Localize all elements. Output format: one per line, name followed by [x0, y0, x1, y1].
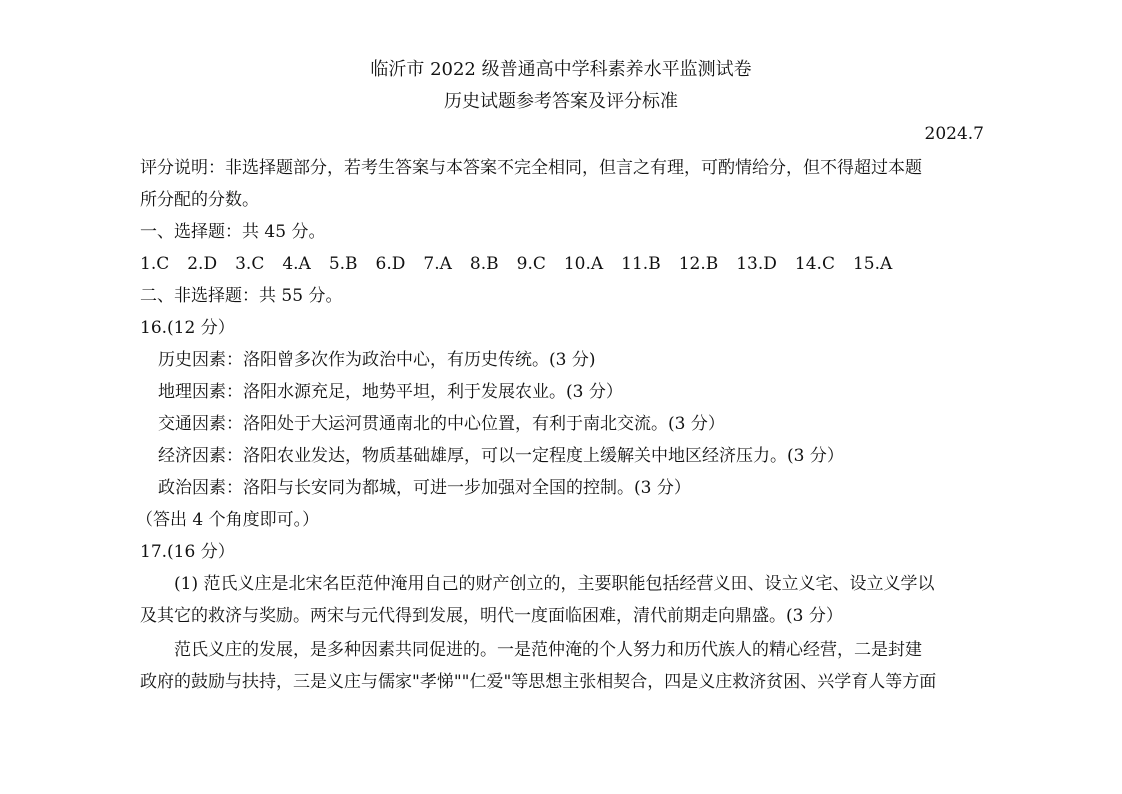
answer-item: 9.C [516, 254, 546, 274]
q16-politics-factor: 政治因素：洛阳与长安同为都城，可进一步加强对全国的控制。(3 分） [158, 478, 691, 498]
q17-paragraph-1-line-2: 及其它的救济与奖励。两宋与元代得到发展，明代一度面临困难，清代前期走向鼎盛。(3 分） [140, 606, 843, 626]
answer-item: 10.A [563, 254, 604, 274]
section-2-heading: 二、非选择题：共 55 分。 [140, 286, 343, 306]
q17-paragraph-2-line-1: 范氏义庄的发展，是多种因素共同促进的。一是范仲淹的个人努力和历代族人的精心经营，二是封建 [174, 640, 922, 660]
q16-geography-factor: 地理因素：洛阳水源充足，地势平坦，利于发展农业。(3 分） [158, 382, 623, 402]
answer-item: 11.B [621, 254, 661, 274]
q16-economy-factor: 经济因素：洛阳农业发达，物质基础雄厚，可以一定程度上缓解关中地区经济压力。(3 分） [158, 446, 844, 466]
answer-item: 1.C [140, 254, 170, 274]
q17-paragraph-2-line-2: 政府的鼓励与扶持，三是义庄与儒家"孝悌""仁爱"等思想主张相契合，四是义庄救济贫困、兴学育人等方面 [140, 672, 937, 692]
answer-item: 5.B [328, 254, 358, 274]
instructions-line-1: 评分说明：非选择题部分，若考生答案与本答案不完全相同，但言之有理，可酌情给分，但不得超过本题 [140, 158, 922, 178]
section-1-heading: 一、选择题：共 45 分。 [140, 222, 326, 242]
answer-key-row [140, 252, 892, 276]
answer-item: 8.B [469, 254, 499, 274]
document-title: 临沂市 2022 级普通高中学科素养水平监测试卷 [370, 59, 752, 80]
question-17-label: 17.(16 分） [140, 542, 235, 562]
q17-paragraph-1-line-1: (1) 范氏义庄是北宋名臣范仲淹用自己的财产创立的，主要职能包括经营义田、设立义宅、设立义学以 [174, 574, 935, 594]
answer-item: 14.C [794, 254, 835, 274]
answer-item: 6.D [375, 254, 406, 274]
instructions-line-2: 所分配的分数。 [140, 190, 259, 210]
answer-item: 7.A [423, 254, 452, 274]
answer-item: 12.B [678, 254, 719, 274]
q16-transport-factor: 交通因素：洛阳处于大运河贯通南北的中心位置，有利于南北交流。(3 分） [158, 414, 725, 434]
answer-item: 4.A [282, 254, 311, 274]
q16-note: （答出 4 个角度即可。） [136, 510, 320, 530]
document-subtitle: 历史试题参考答案及评分标准 [444, 91, 678, 112]
answer-item: 3.C [235, 254, 265, 274]
document-date: 2024.7 [924, 124, 984, 144]
q16-history-factor: 历史因素：洛阳曾多次作为政治中心，有历史传统。(3 分) [158, 350, 596, 370]
answer-item: 15.A [852, 254, 893, 274]
question-16-label: 16.(12 分） [140, 318, 235, 338]
answer-item: 13.D [736, 254, 777, 274]
answer-item: 2.D [187, 254, 218, 274]
